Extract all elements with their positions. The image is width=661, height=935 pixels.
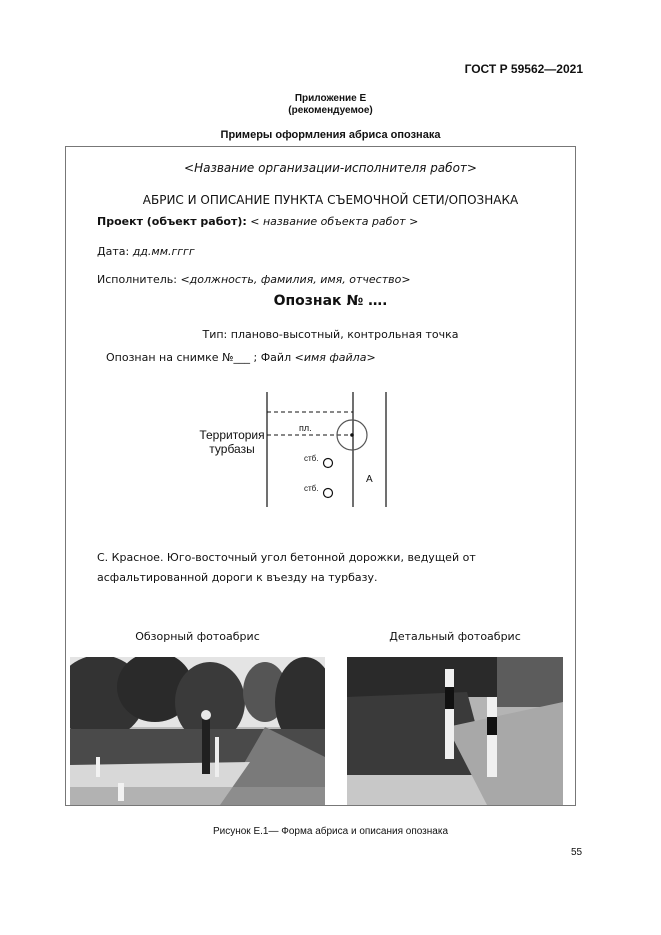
executor-label: Исполнитель: xyxy=(97,273,181,286)
sketch-diagram xyxy=(190,385,400,515)
overview-photo-label: Обзорный фотоабрис xyxy=(135,630,260,643)
mark-title: Опознак № …. xyxy=(273,293,388,309)
page-number: 55 xyxy=(571,847,583,858)
pole-circle-1 xyxy=(324,459,333,468)
photo-row xyxy=(106,351,376,364)
photo-label: Опознан на снимке №___ ; Файл xyxy=(106,351,295,364)
pole-circle-2 xyxy=(324,489,333,498)
pl-label: пл. xyxy=(299,423,312,433)
detail-photo-label: Детальный фотоабрис xyxy=(389,630,521,643)
territory-label-line1: Территория xyxy=(199,428,265,442)
form-title: АБРИС И ОПИСАНИЕ ПУНКТА СЪЕМОЧНОЙ СЕТИ/ОПОЗНАКА xyxy=(142,193,519,207)
mark-point xyxy=(350,433,354,437)
territory-label-line2: турбазы xyxy=(209,442,255,456)
detail-photo xyxy=(347,657,563,805)
date-row xyxy=(97,245,195,258)
stb-label-1: стб. xyxy=(304,454,319,463)
mark-type: Тип: планово-высотный, контрольная точка xyxy=(202,328,459,341)
appendix-title: Приложение Е xyxy=(294,93,367,104)
section-title: Примеры оформления абриса опознака xyxy=(220,129,441,141)
date-value: дд.мм.гггг xyxy=(132,245,195,258)
project-label: Проект (объект работ): xyxy=(97,215,247,228)
standard-number: ГОСТ Р 59562—2021 xyxy=(464,62,583,76)
a-label: А xyxy=(366,474,373,485)
photo-file: <имя файла> xyxy=(294,351,376,364)
overview-photo xyxy=(70,657,325,805)
point-description: С. Красное. Юго-восточный угол бетонной дорожки, ведущей от асфальтированной дороги к въезду на турбазу. xyxy=(97,551,476,584)
appendix-subtitle: (рекомендуемое) xyxy=(288,105,373,116)
executor-row xyxy=(97,273,411,286)
executor-value: <должность, фамилия, имя, отчество> xyxy=(180,273,411,286)
organization-name: <Название организации-исполнителя работ> xyxy=(184,161,477,175)
project-value: < название объекта работ > xyxy=(246,215,419,228)
stb-label-2: стб. xyxy=(304,484,319,493)
project-row xyxy=(97,215,418,228)
figure-caption: Рисунок Е.1— Форма абриса и описания опознака xyxy=(212,826,449,837)
date-label: Дата: xyxy=(97,245,133,258)
